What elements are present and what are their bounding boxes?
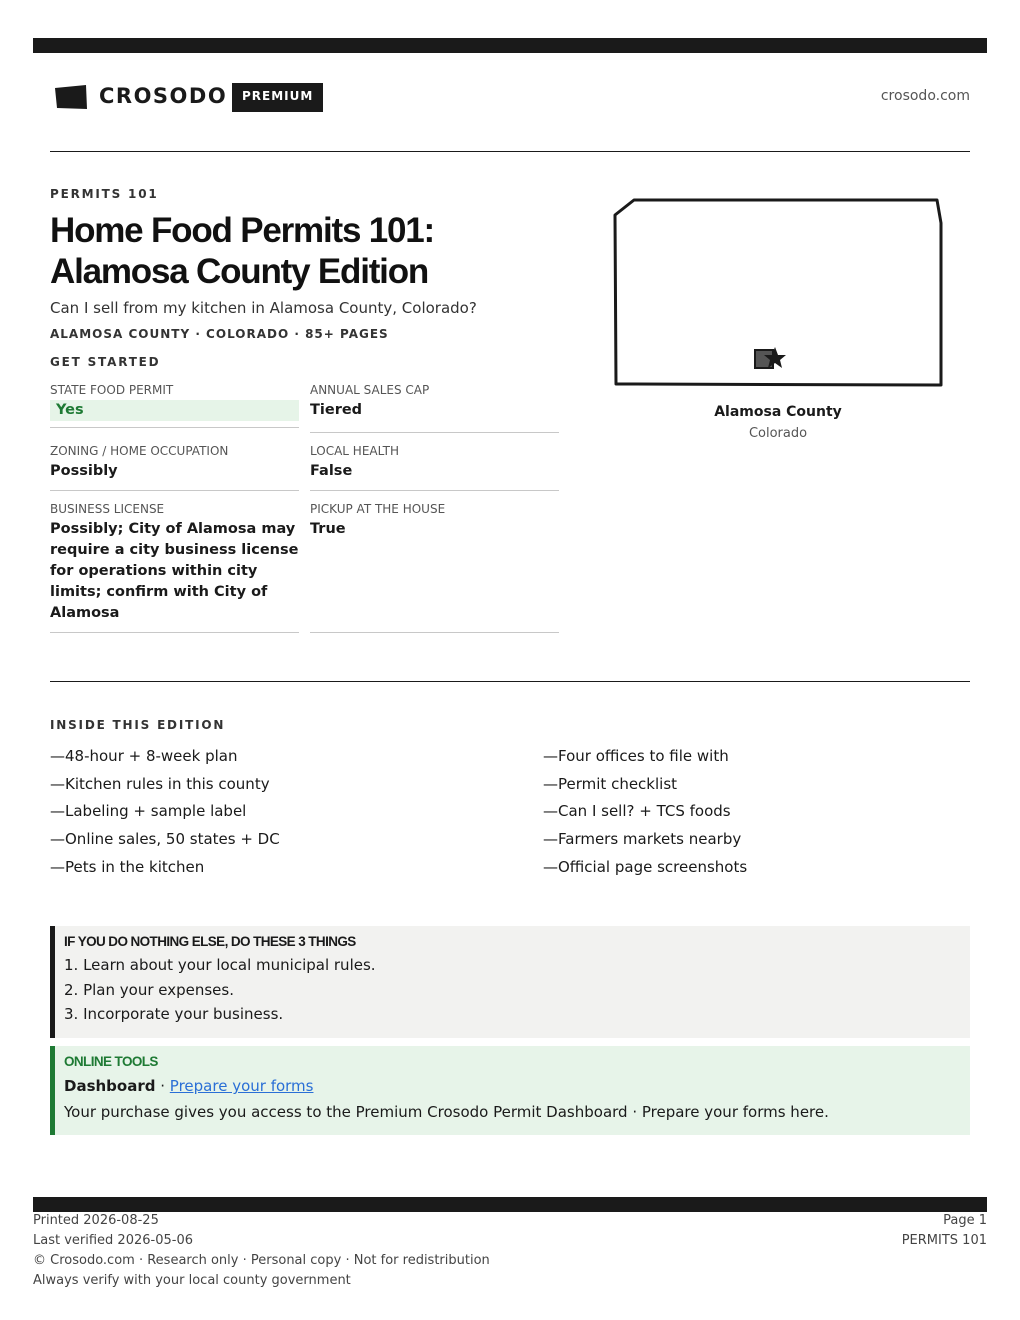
tools-line [64,1075,970,1097]
fact-annual-sales-cap [310,383,559,433]
colorado-logo-icon [54,84,88,110]
todo-callout [50,926,970,1038]
list-item: —Kitchen rules in this county [50,774,270,793]
fact-value: Tiered [310,402,363,418]
tools-title: ONLINE TOOLS [64,1054,158,1069]
county-map [612,197,944,389]
footer-right [902,1211,987,1251]
fact-label: ANNUAL SALES CAP [310,383,430,397]
subtitle: Can I sell from my kitchen in Alamosa County, Colorado? [50,299,477,317]
list-item: —48-hour + 8-week plan [50,747,238,765]
verified-date: Last verified 2026-05-06 [33,1233,193,1248]
todo-item: 3. Incorporate your business. [64,1005,284,1023]
fact-label: LOCAL HEALTH [310,444,399,458]
star-marker-icon [755,347,786,368]
fact-label: BUSINESS LICENSE [50,502,165,516]
kicker: PERMITS 101 [50,187,159,201]
tools-separator: · [155,1077,170,1095]
map-county-label: Alamosa County [714,404,842,420]
title-line-2: Alamosa County Edition [50,252,429,291]
meta-line: ALAMOSA COUNTY · COLORADO · 85+ PAGES [50,327,389,341]
todo-title: IF YOU DO NOTHING ELSE, DO THESE 3 THINGS [64,934,356,949]
page-title [50,210,590,292]
map-state-label: Colorado [748,426,808,441]
fact-label: PICKUP AT THE HOUSE [310,502,446,516]
header [50,80,970,114]
dashboard-label: Dashboard [64,1077,156,1095]
fact-value: Possibly; City of Alamosa may require a city business license for operations within city limits; confirm with City of Alamosa [50,521,299,621]
todo-list [64,953,970,1027]
fact-business-license [50,502,299,633]
fact-value: True [310,521,346,537]
fact-label: STATE FOOD PERMIT [50,383,174,397]
todo-item: 2. Plan your expenses. [64,980,234,999]
fact-pickup [310,502,559,633]
prepare-forms-link[interactable]: Prepare your forms [169,1077,314,1095]
fact-local-health [310,444,559,491]
list-item: —Can I sell? + TCS foods [543,802,731,821]
list-item: —Permit checklist [543,774,678,793]
top-bar [33,38,987,53]
fact-label: ZONING / HOME OCCUPATION [50,444,229,458]
list-item: —Labeling + sample label [50,802,247,821]
brand-name: CROSODO [99,84,228,108]
list-item: —Official page screenshots [543,857,748,876]
fact-value: Possibly [50,463,118,479]
fact-value: Yes [50,400,299,421]
list-item: —Four offices to file with [543,747,729,765]
site-url[interactable]: crosodo.com [880,88,970,104]
todo-item: 1. Learn about your local municipal rules. [64,956,376,974]
footer-section: PERMITS 101 [901,1233,987,1248]
title-line-1: Home Food Permits 101: [50,211,434,250]
get-started-label: GET STARTED [50,355,161,369]
contents-list-right [543,745,747,883]
printed-date: Printed 2026-08-25 [33,1213,159,1228]
list-item: —Online sales, 50 states + DC [50,830,280,849]
copyright: © Crosodo.com · Research only · Personal copy · Not for redistribution [33,1253,490,1268]
online-tools-callout [50,1046,970,1135]
page-number: Page 1 [943,1213,987,1228]
contents-list-left [50,745,280,883]
inside-edition-label: INSIDE THIS EDITION [50,718,226,732]
premium-badge: PREMIUM [232,83,323,112]
footer-left [33,1211,490,1291]
fact-zoning [50,444,299,491]
disclaimer: Always verify with your local county government [33,1273,351,1288]
list-item: —Pets in the kitchen [50,857,205,876]
fact-state-food-permit [50,383,299,428]
fact-value: False [310,463,353,479]
footer-bar [33,1197,987,1212]
section-divider [50,681,970,682]
header-divider [50,151,970,152]
tools-description: Your purchase gives you access to the Premium Crosodo Permit Dashboard · Prepare your forms here. [64,1103,829,1121]
list-item: —Farmers markets nearby [543,830,742,849]
